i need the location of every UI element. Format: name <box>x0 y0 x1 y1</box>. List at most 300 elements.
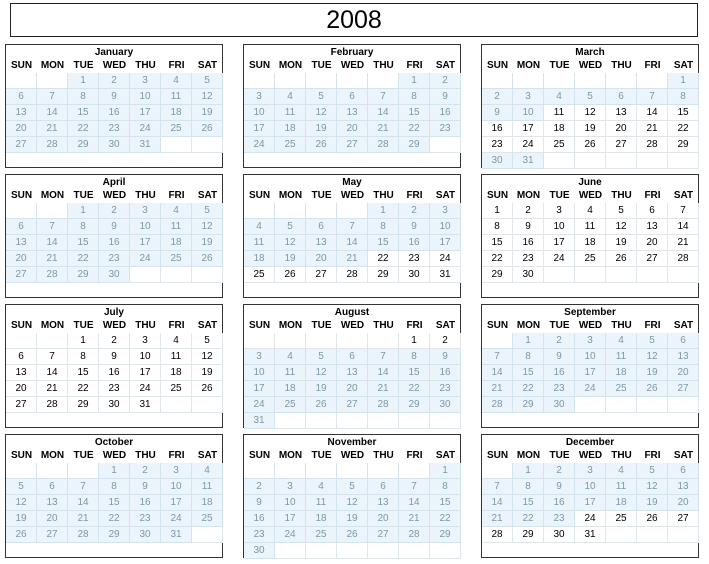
weekday-label: THU <box>135 60 156 71</box>
day-cell: 14 <box>37 105 68 121</box>
day-cell: 8 <box>482 219 513 235</box>
day-cell: 6 <box>668 333 699 349</box>
day-cell: 24 <box>544 251 575 267</box>
day-cell: 26 <box>192 381 223 397</box>
weekday-label: WED <box>578 190 603 201</box>
day-cell: 25 <box>161 381 192 397</box>
day-cell: 1 <box>68 333 99 349</box>
day-cell: 10 <box>275 495 306 511</box>
day-cell: 11 <box>306 495 337 511</box>
day-cell: 30 <box>544 527 575 543</box>
day-cell: 24 <box>244 137 275 153</box>
month-title: January <box>94 47 134 58</box>
day-cell: 28 <box>368 137 399 153</box>
weekday-label: MON <box>516 60 541 71</box>
empty-cell <box>244 333 275 349</box>
day-cell: 18 <box>275 121 306 137</box>
day-cell: 27 <box>668 511 699 527</box>
day-cell: 22 <box>482 251 513 267</box>
empty-cell <box>192 137 223 153</box>
empty-cell <box>37 73 68 89</box>
day-cell: 18 <box>575 235 606 251</box>
weekday-label: TUE <box>311 190 332 201</box>
day-cell: 20 <box>37 511 68 527</box>
weekday-label: WED <box>102 60 127 71</box>
day-cell: 4 <box>275 349 306 365</box>
day-cell: 28 <box>368 397 399 413</box>
day-cell: 3 <box>575 333 606 349</box>
day-cell: 14 <box>482 365 513 381</box>
day-cell: 2 <box>99 203 130 219</box>
day-cell: 20 <box>606 121 637 137</box>
empty-cell <box>337 203 368 219</box>
day-cell: 21 <box>668 235 699 251</box>
day-cell: 20 <box>6 381 37 397</box>
day-cell: 6 <box>606 89 637 105</box>
day-cell: 16 <box>430 105 461 121</box>
day-cell: 11 <box>275 365 306 381</box>
day-cell: 14 <box>37 365 68 381</box>
day-cell: 26 <box>275 267 306 283</box>
day-cell: 23 <box>99 121 130 137</box>
weekday-header-row <box>482 188 700 203</box>
day-cell: 4 <box>575 203 606 219</box>
day-cell: 21 <box>68 511 99 527</box>
day-cell: 23 <box>399 251 430 267</box>
day-cell: 7 <box>399 479 430 495</box>
day-cell: 19 <box>337 511 368 527</box>
month-title: November <box>327 437 377 448</box>
empty-cell <box>244 73 275 89</box>
empty-cell <box>544 73 575 89</box>
day-cell: 6 <box>337 349 368 365</box>
day-cell: 5 <box>637 333 668 349</box>
day-cell: 8 <box>399 89 430 105</box>
day-cell: 29 <box>399 137 430 153</box>
day-cell: 14 <box>637 105 668 121</box>
day-cell: 18 <box>544 121 575 137</box>
day-cell: 31 <box>244 413 275 429</box>
day-cell: 1 <box>368 203 399 219</box>
day-cell: 16 <box>130 495 161 511</box>
day-cell: 22 <box>68 121 99 137</box>
empty-cell <box>37 203 68 219</box>
weekday-header-row <box>244 318 462 333</box>
day-cell: 23 <box>130 511 161 527</box>
day-cell: 27 <box>368 527 399 543</box>
day-cell: 2 <box>99 73 130 89</box>
day-cell: 27 <box>37 527 68 543</box>
day-cell: 16 <box>482 121 513 137</box>
day-cell: 7 <box>637 89 668 105</box>
month-title: October <box>94 437 134 448</box>
day-cell: 26 <box>337 527 368 543</box>
day-cell: 5 <box>192 73 223 89</box>
day-cell: 6 <box>37 479 68 495</box>
day-cell: 11 <box>275 105 306 121</box>
day-cell: 30 <box>130 527 161 543</box>
day-cell: 4 <box>275 89 306 105</box>
day-cell: 24 <box>130 381 161 397</box>
day-cell: 3 <box>244 349 275 365</box>
day-cell: 16 <box>399 235 430 251</box>
day-cell: 26 <box>306 137 337 153</box>
day-cell: 2 <box>513 203 544 219</box>
day-cell: 15 <box>430 495 461 511</box>
empty-cell <box>606 397 637 413</box>
empty-cell <box>306 203 337 219</box>
day-cell: 5 <box>192 203 223 219</box>
day-cell: 24 <box>430 251 461 267</box>
empty-cell <box>575 73 606 89</box>
empty-cell <box>6 333 37 349</box>
empty-cell <box>161 397 192 413</box>
day-cell: 9 <box>544 349 575 365</box>
month-february <box>243 44 461 168</box>
empty-cell <box>430 543 461 559</box>
weekday-label: SUN <box>10 60 33 71</box>
empty-cell <box>161 267 192 283</box>
weekday-label: FRI <box>406 320 423 331</box>
weekday-label: SUN <box>486 320 509 331</box>
weekday-label: THU <box>373 190 394 201</box>
weekday-label: MON <box>40 190 65 201</box>
day-cell: 7 <box>482 349 513 365</box>
empty-cell <box>306 333 337 349</box>
empty-cell <box>337 333 368 349</box>
day-cell: 30 <box>430 397 461 413</box>
day-cell: 27 <box>6 137 37 153</box>
weekday-label: MON <box>278 320 303 331</box>
weekday-label: SAT <box>197 450 218 461</box>
day-cell: 7 <box>37 219 68 235</box>
day-cell: 25 <box>192 511 223 527</box>
weekday-label: SUN <box>248 60 271 71</box>
weekday-label: SAT <box>673 320 694 331</box>
day-cell: 11 <box>161 219 192 235</box>
day-cell: 13 <box>306 235 337 251</box>
day-cell: 15 <box>513 495 544 511</box>
month-august <box>243 304 461 428</box>
weekday-label: TUE <box>73 190 94 201</box>
weekday-label: MON <box>40 60 65 71</box>
day-cell: 2 <box>430 333 461 349</box>
day-cell: 18 <box>161 365 192 381</box>
month-title: August <box>334 307 370 318</box>
day-cell: 29 <box>399 397 430 413</box>
day-cell: 18 <box>161 105 192 121</box>
weekday-label: MON <box>516 450 541 461</box>
weekday-label: SUN <box>486 60 509 71</box>
day-cell: 23 <box>244 527 275 543</box>
weekday-label: TUE <box>549 320 570 331</box>
day-cell: 4 <box>161 203 192 219</box>
empty-cell <box>575 267 606 283</box>
day-cell: 24 <box>513 137 544 153</box>
day-cell: 30 <box>482 153 513 169</box>
month-title: June <box>578 177 602 188</box>
month-march <box>481 44 699 168</box>
day-cell: 5 <box>275 219 306 235</box>
day-cell: 16 <box>513 235 544 251</box>
empty-cell <box>192 267 223 283</box>
day-cell: 2 <box>482 89 513 105</box>
day-cell: 26 <box>637 511 668 527</box>
day-cell: 10 <box>430 219 461 235</box>
day-cell: 3 <box>161 463 192 479</box>
day-cell: 6 <box>6 349 37 365</box>
weekday-label: FRI <box>168 190 185 201</box>
day-cell: 10 <box>130 89 161 105</box>
day-cell: 21 <box>37 251 68 267</box>
day-cell: 8 <box>430 479 461 495</box>
day-cell: 7 <box>368 89 399 105</box>
weekday-label: FRI <box>644 190 661 201</box>
day-cell: 21 <box>482 511 513 527</box>
empty-cell <box>668 153 699 169</box>
day-cell: 17 <box>244 381 275 397</box>
day-cell: 28 <box>37 267 68 283</box>
day-cell: 23 <box>544 381 575 397</box>
empty-cell <box>161 137 192 153</box>
day-cell: 17 <box>575 365 606 381</box>
day-cell: 9 <box>513 219 544 235</box>
day-cell: 25 <box>161 251 192 267</box>
day-cell: 10 <box>513 105 544 121</box>
empty-cell <box>368 413 399 429</box>
empty-cell <box>606 153 637 169</box>
day-cell: 4 <box>244 219 275 235</box>
day-cell: 22 <box>99 511 130 527</box>
day-cell: 25 <box>161 121 192 137</box>
empty-cell <box>337 543 368 559</box>
day-cell: 7 <box>37 349 68 365</box>
weekday-label: THU <box>135 450 156 461</box>
day-cell: 8 <box>68 349 99 365</box>
day-cell: 26 <box>192 251 223 267</box>
weekday-header-row <box>6 58 224 73</box>
day-cell: 9 <box>130 479 161 495</box>
day-cell: 10 <box>244 365 275 381</box>
day-cell: 26 <box>192 121 223 137</box>
day-cell: 2 <box>399 203 430 219</box>
empty-cell <box>6 203 37 219</box>
empty-cell <box>482 73 513 89</box>
weekday-label: FRI <box>644 320 661 331</box>
weekday-label: MON <box>40 450 65 461</box>
day-cell: 24 <box>161 511 192 527</box>
empty-cell <box>368 463 399 479</box>
day-cell: 12 <box>637 479 668 495</box>
day-cell: 21 <box>368 121 399 137</box>
day-cell: 29 <box>68 397 99 413</box>
weekday-label: THU <box>611 190 632 201</box>
day-cell: 6 <box>337 89 368 105</box>
day-cell: 24 <box>130 251 161 267</box>
day-cell: 12 <box>575 105 606 121</box>
day-cell: 27 <box>668 381 699 397</box>
day-cell: 28 <box>482 527 513 543</box>
day-cell: 20 <box>668 365 699 381</box>
day-cell: 12 <box>192 349 223 365</box>
weekday-label: THU <box>611 450 632 461</box>
day-cell: 5 <box>575 89 606 105</box>
weekday-label: MON <box>516 320 541 331</box>
day-cell: 12 <box>337 495 368 511</box>
weekday-label: SAT <box>673 450 694 461</box>
day-cell: 29 <box>513 527 544 543</box>
day-cell: 19 <box>192 365 223 381</box>
day-cell: 11 <box>161 349 192 365</box>
month-title: December <box>565 437 615 448</box>
day-cell: 18 <box>244 251 275 267</box>
month-title: July <box>103 307 124 318</box>
weekday-label: SAT <box>673 190 694 201</box>
weekday-header-row <box>6 318 224 333</box>
day-cell: 18 <box>275 381 306 397</box>
empty-cell <box>637 153 668 169</box>
empty-cell <box>606 73 637 89</box>
empty-cell <box>337 73 368 89</box>
day-cell: 17 <box>130 235 161 251</box>
weekday-label: FRI <box>406 190 423 201</box>
day-cell: 13 <box>668 479 699 495</box>
empty-cell <box>337 413 368 429</box>
weekday-label: FRI <box>644 450 661 461</box>
day-cell: 11 <box>192 479 223 495</box>
day-cell: 13 <box>606 105 637 121</box>
day-cell: 11 <box>575 219 606 235</box>
day-cell: 6 <box>637 203 668 219</box>
day-cell: 25 <box>544 137 575 153</box>
weekday-label: SAT <box>673 60 694 71</box>
day-cell: 3 <box>275 479 306 495</box>
day-cell: 21 <box>368 381 399 397</box>
day-cell: 17 <box>513 121 544 137</box>
empty-cell <box>275 543 306 559</box>
day-cell: 12 <box>306 105 337 121</box>
weekday-label: MON <box>278 190 303 201</box>
weekday-header-row <box>482 58 700 73</box>
month-title: September <box>564 307 616 318</box>
day-cell: 29 <box>430 527 461 543</box>
weekday-label: WED <box>102 320 127 331</box>
day-cell: 2 <box>244 479 275 495</box>
weekday-label: WED <box>578 60 603 71</box>
day-cell: 26 <box>606 251 637 267</box>
empty-cell <box>637 527 668 543</box>
day-cell: 7 <box>337 219 368 235</box>
empty-cell <box>306 543 337 559</box>
day-cell: 17 <box>275 511 306 527</box>
empty-cell <box>37 463 68 479</box>
day-cell: 22 <box>399 121 430 137</box>
day-cell: 31 <box>130 137 161 153</box>
day-cell: 16 <box>544 365 575 381</box>
day-cell: 11 <box>544 105 575 121</box>
weekday-label: WED <box>340 190 365 201</box>
day-cell: 26 <box>6 527 37 543</box>
day-cell: 29 <box>368 267 399 283</box>
day-cell: 28 <box>68 527 99 543</box>
weekday-label: SUN <box>486 450 509 461</box>
day-cell: 7 <box>37 89 68 105</box>
day-cell: 26 <box>575 137 606 153</box>
day-cell: 21 <box>482 381 513 397</box>
day-cell: 22 <box>668 121 699 137</box>
day-cell: 12 <box>6 495 37 511</box>
day-cell: 4 <box>161 333 192 349</box>
empty-cell <box>399 543 430 559</box>
day-cell: 4 <box>192 463 223 479</box>
day-cell: 15 <box>68 235 99 251</box>
day-cell: 16 <box>99 105 130 121</box>
weekday-label: TUE <box>311 450 332 461</box>
empty-cell <box>6 73 37 89</box>
day-cell: 22 <box>513 511 544 527</box>
day-cell: 13 <box>637 219 668 235</box>
day-cell: 8 <box>513 479 544 495</box>
day-cell: 18 <box>606 365 637 381</box>
day-cell: 31 <box>430 267 461 283</box>
year-title: 2008 <box>10 3 698 37</box>
empty-cell <box>430 137 461 153</box>
day-cell: 25 <box>575 251 606 267</box>
day-cell: 11 <box>161 89 192 105</box>
day-cell: 4 <box>606 333 637 349</box>
day-cell: 20 <box>337 381 368 397</box>
day-cell: 10 <box>130 349 161 365</box>
day-cell: 8 <box>99 479 130 495</box>
weekday-label: THU <box>373 320 394 331</box>
month-april <box>5 174 223 298</box>
day-cell: 13 <box>6 105 37 121</box>
weekday-label: MON <box>516 190 541 201</box>
weekday-label: SAT <box>435 320 456 331</box>
day-cell: 31 <box>513 153 544 169</box>
empty-cell <box>192 397 223 413</box>
day-cell: 27 <box>6 397 37 413</box>
day-cell: 29 <box>513 397 544 413</box>
month-june <box>481 174 699 298</box>
day-cell: 13 <box>337 365 368 381</box>
empty-cell <box>399 413 430 429</box>
day-cell: 5 <box>306 349 337 365</box>
weekday-label: SUN <box>10 320 33 331</box>
weekday-label: THU <box>373 60 394 71</box>
empty-cell <box>430 413 461 429</box>
weekday-label: SUN <box>486 190 509 201</box>
day-cell: 3 <box>244 89 275 105</box>
day-cell: 8 <box>368 219 399 235</box>
day-cell: 14 <box>399 495 430 511</box>
empty-cell <box>637 73 668 89</box>
day-cell: 1 <box>399 73 430 89</box>
weekday-label: FRI <box>406 450 423 461</box>
empty-cell <box>37 333 68 349</box>
empty-cell <box>244 463 275 479</box>
weekday-header-row <box>482 448 700 463</box>
day-cell: 27 <box>306 267 337 283</box>
day-cell: 20 <box>368 511 399 527</box>
weekday-header-row <box>244 58 462 73</box>
day-cell: 12 <box>637 349 668 365</box>
day-cell: 19 <box>192 235 223 251</box>
day-cell: 16 <box>99 365 130 381</box>
weekday-label: THU <box>135 320 156 331</box>
day-cell: 19 <box>606 235 637 251</box>
day-cell: 6 <box>6 89 37 105</box>
